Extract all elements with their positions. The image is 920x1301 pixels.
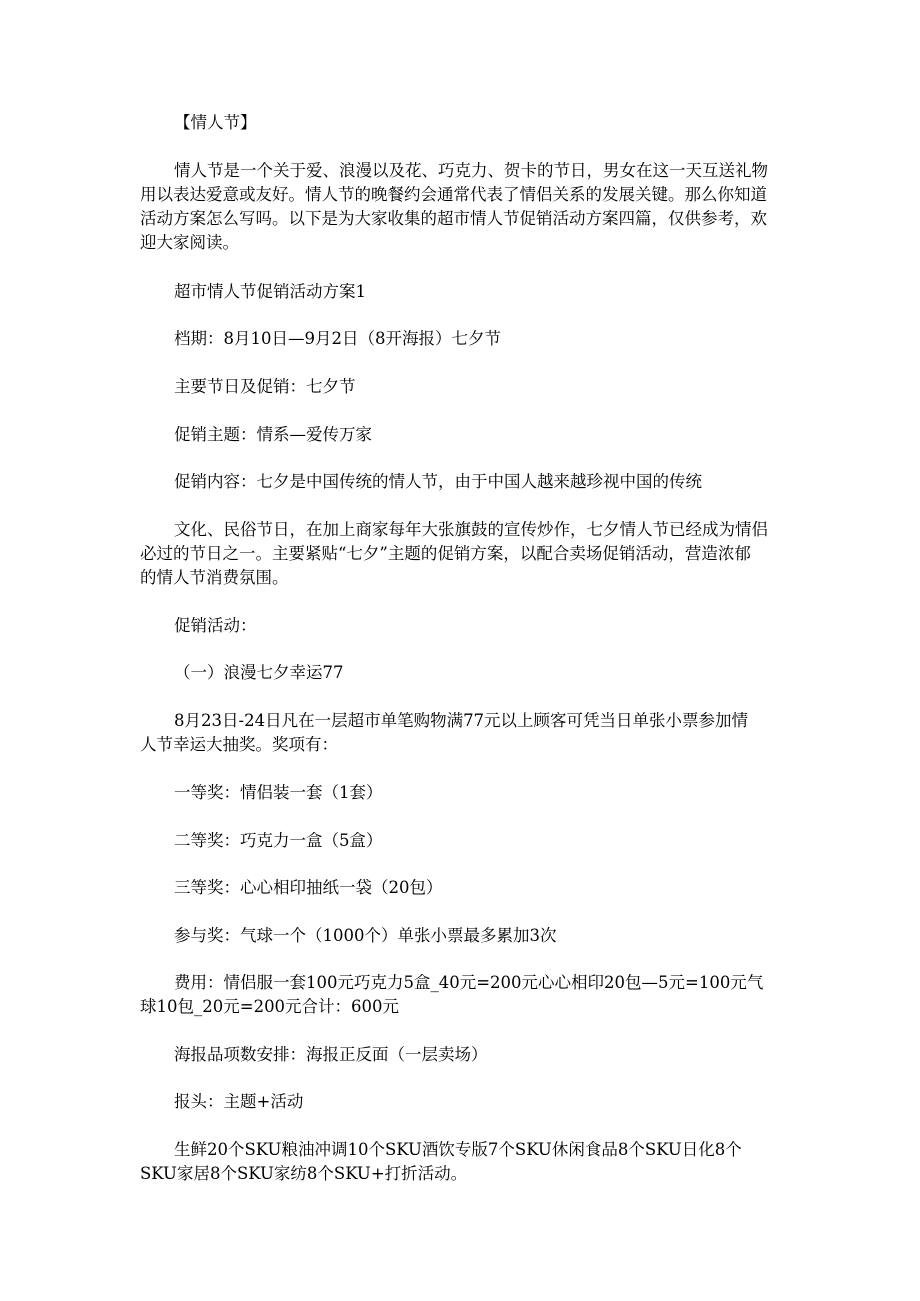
sku-line: SKU家居8个SKU家纺8个SKU+打折活动。	[140, 1164, 468, 1183]
intro-line: 迎大家阅读。	[140, 233, 239, 252]
prize-participation-line: 参与奖：气球一个（1000个）单张小票最多累加3次	[174, 926, 557, 945]
content-detail-line: 文化、民俗节日，在加上商家每年大张旗鼓的宣传炒作，七夕情人节已经成为情侣	[174, 520, 768, 539]
prize-second-line: 二等奖：巧克力一盒（5盒）	[174, 831, 383, 850]
prize-third-line: 三等奖：心心相印抽纸一袋（20包）	[174, 878, 443, 897]
lottery-line: 8月23日-24日凡在一层超市单笔购物满77元以上顾客可凭当日单张小票参加情	[174, 711, 749, 730]
intro-line: 情人节是一个关于爱、浪漫以及花、巧克力、贺卡的节日，男女在这一天互送礼物	[174, 161, 768, 180]
sku-paragraph	[140, 1138, 814, 1186]
promo-theme-line: 促销主题：情系—爱传万家	[174, 425, 372, 444]
poster-header-line: 报头：主题+活动	[174, 1092, 304, 1111]
intro-line: 活动方案怎么写吗。以下是为大家收集的超市情人节促销活动方案四篇，仅供参考，欢	[140, 209, 767, 228]
promo-content-line: 促销内容：七夕是中国传统的情人节，由于中国人越来越珍视中国的传统	[174, 472, 702, 491]
intro-paragraph	[140, 159, 814, 255]
content-detail-line: 必过的节日之一。主要紧贴“七夕”主题的促销方案，以配合卖场促销活动，营造浓郁	[140, 544, 751, 563]
content-detail-line: 的情人节消费氛围。	[140, 568, 289, 587]
cost-paragraph	[140, 971, 814, 1019]
lottery-paragraph	[140, 709, 814, 757]
lottery-line: 人节幸运大抽奖。奖项有：	[140, 735, 338, 754]
activity-one-title: （一）浪漫七夕幸运77	[174, 663, 344, 682]
document-heading: 【情人节】	[174, 113, 257, 132]
plan-title: 超市情人节促销活动方案1	[174, 282, 366, 301]
sku-line: 生鲜20个SKU粮油冲调10个SKU酒饮专版7个SKU休闲食品8个SKU日化8个	[174, 1140, 742, 1159]
activities-label: 促销活动：	[174, 616, 257, 635]
cost-line: 球10包_20元=200元合计：600元	[140, 997, 400, 1016]
cost-line: 费用：情侣服一套100元巧克力5盒_40元=200元心心相印20包—5元=100元气	[174, 973, 764, 992]
schedule-line: 档期：8月10日—9月2日（8开海报）七夕节	[174, 329, 501, 348]
prize-first-line: 一等奖：情侣装一套（1套）	[174, 783, 383, 802]
content-detail-paragraph	[140, 518, 814, 590]
poster-items-line: 海报品项数安排：海报正反面（一层卖场）	[174, 1045, 488, 1064]
main-holiday-line: 主要节日及促销：七夕节	[174, 377, 356, 396]
intro-line: 用以表达爱意或友好。情人节的晚餐约会通常代表了情侣关系的发展关键。那么你知道	[140, 185, 767, 204]
